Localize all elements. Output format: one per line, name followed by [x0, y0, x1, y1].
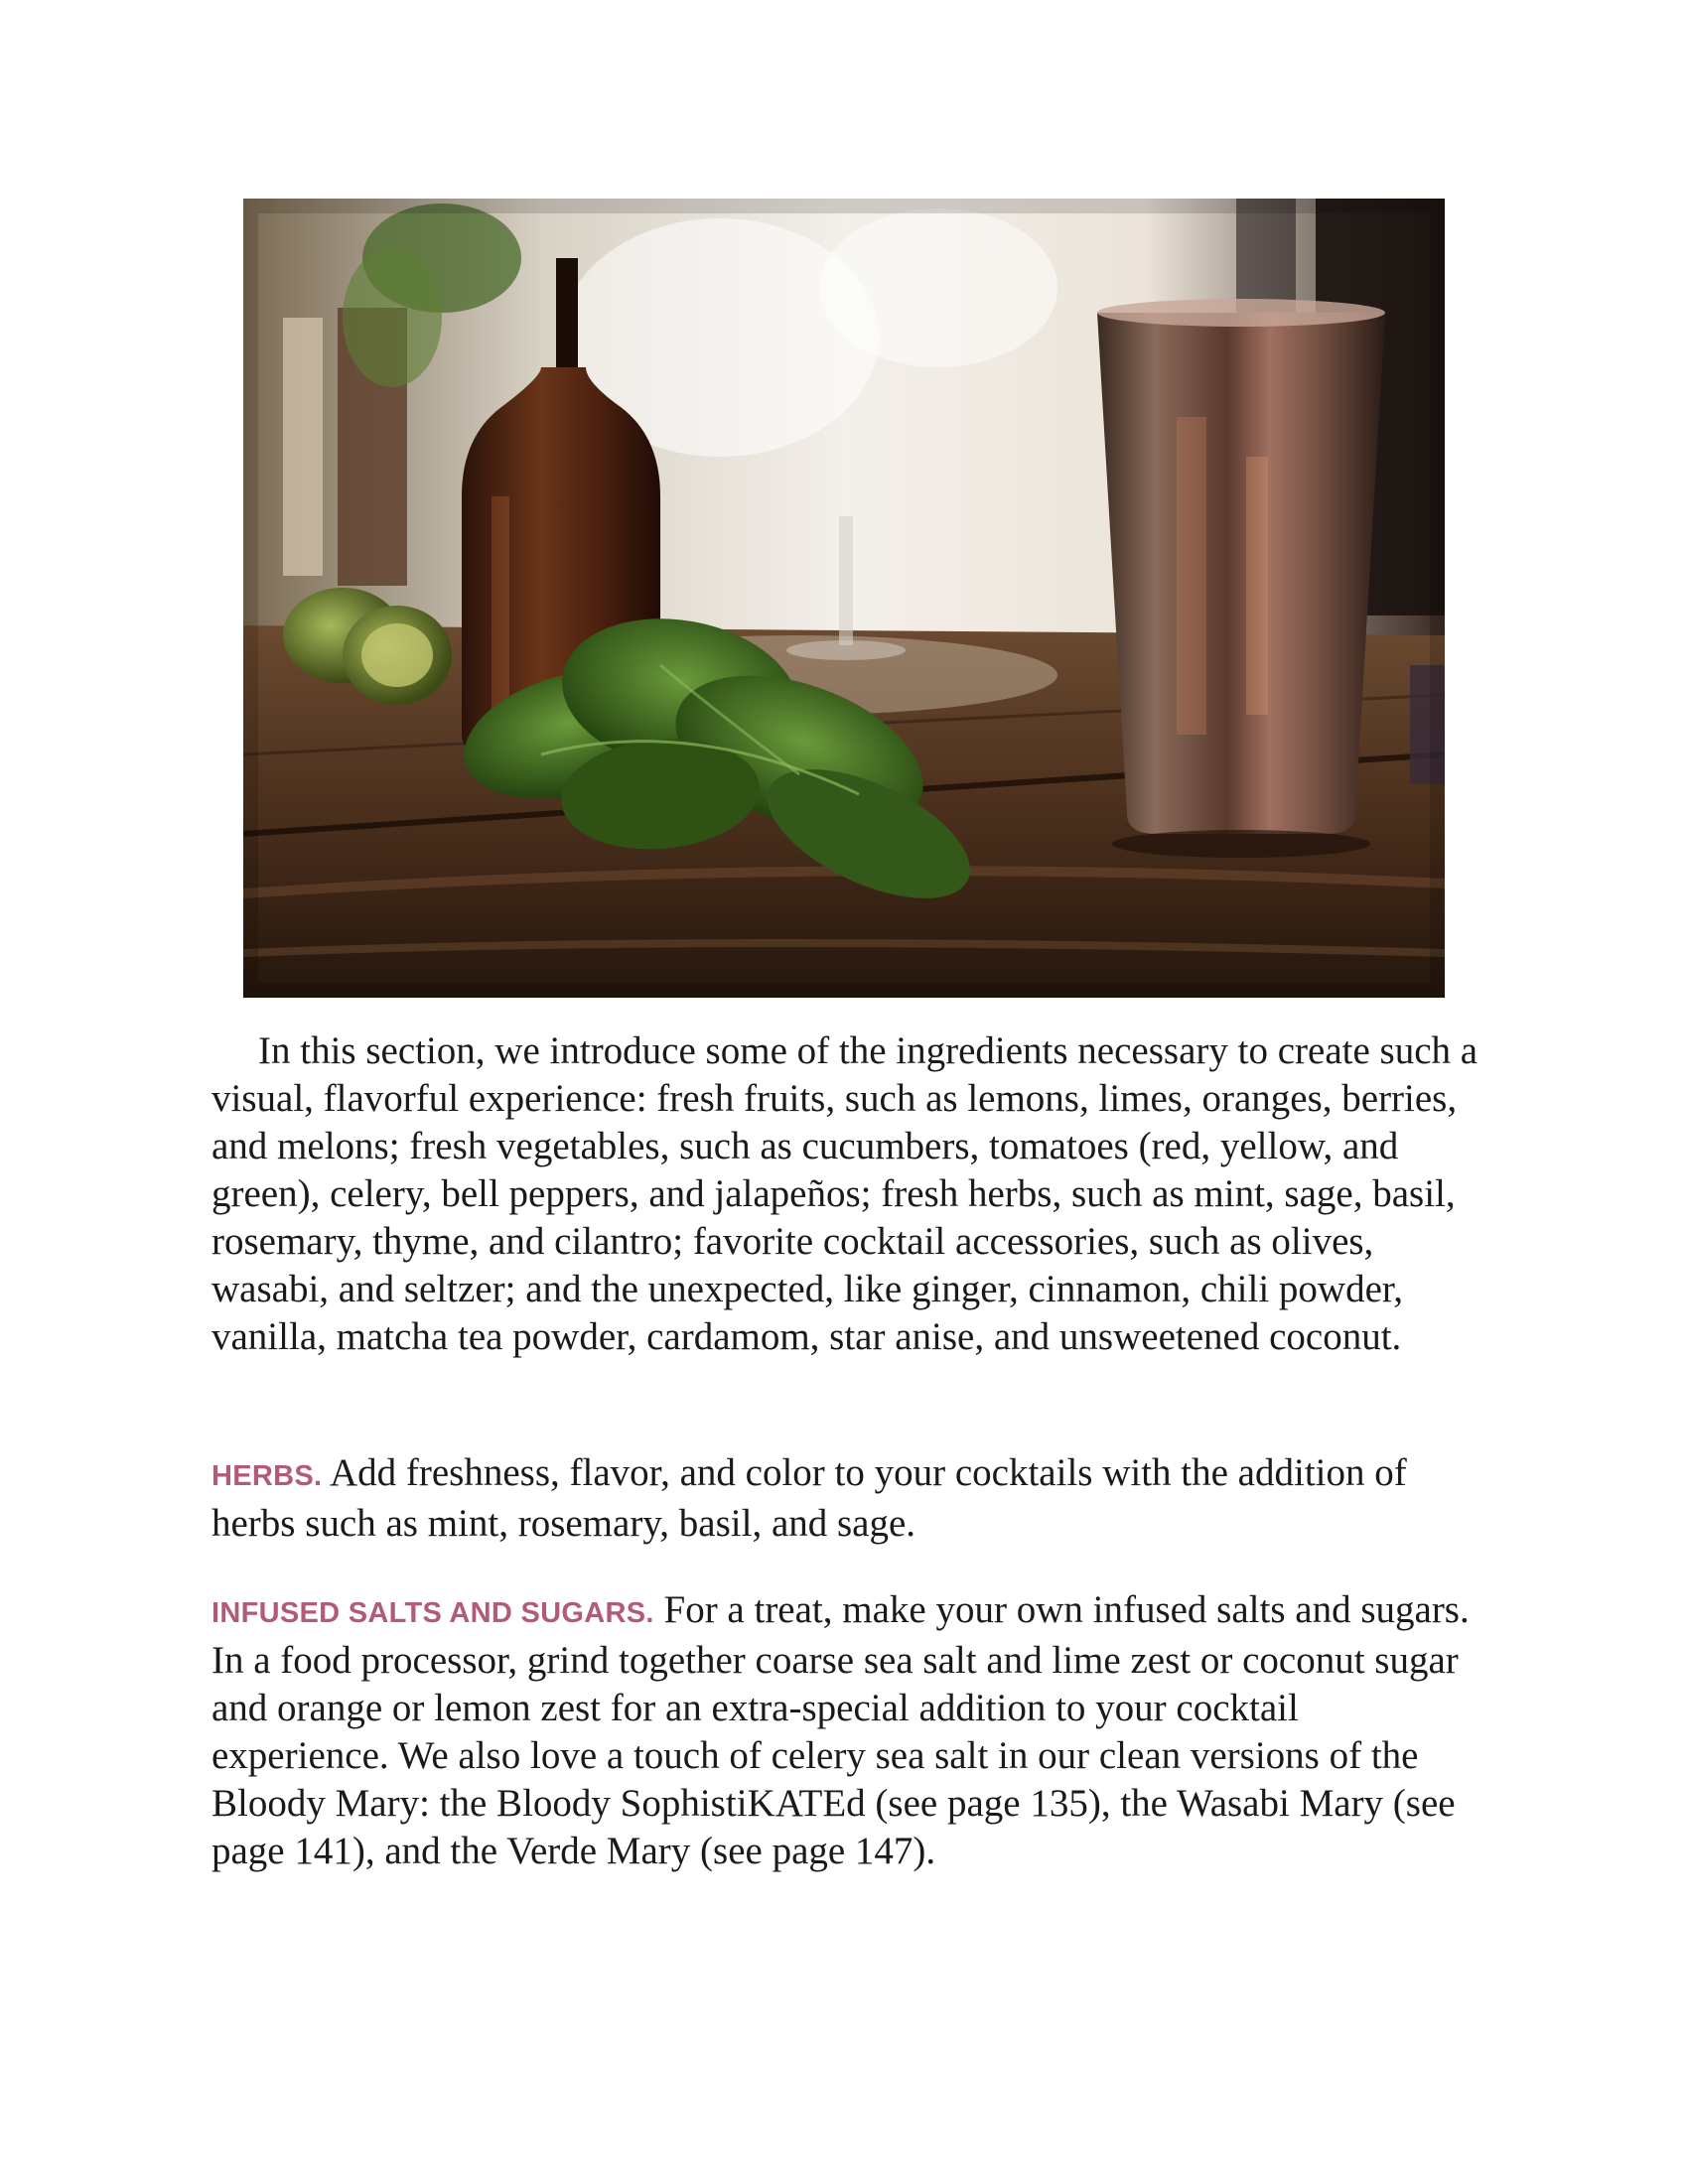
salts-label: INFUSED SALTS AND SUGARS.: [211, 1597, 654, 1629]
salts-paragraph: [211, 1586, 1482, 1875]
salts-text: For a treat, make your own infused salts and sugars. In a food processor, grind together coarse sea salt and lime zest or coconut sugar and orange or lemon zest for an extra-special addition to your cocktail experience. We also love a touch of celery sea salt in our clean versions of the Bloody Mary: the Bloody SophistiKATEd (see page 135), the Wasabi Mary (see page 141), and the Verde Mary (see page 147).: [211, 1588, 1470, 1872]
cocktail-bar-photo-icon: [243, 199, 1445, 998]
herbs-text: Add freshness, flavor, and color to your cocktails with the addition of herbs such as mint, rosemary, basil, and sage.: [211, 1451, 1407, 1545]
herbs-paragraph: [211, 1449, 1482, 1548]
intro-text: In this section, we introduce some of the ingredients necessary to create such a visual, flavorful experience: fresh fruits, such as lemons, limes, oranges, berries, and melons; fresh vegetables, such as cucumbers, tomatoes (red, yellow, and green), celery, bell peppers, and jalapeños; fresh herbs, such as mint, sage, basil, rosemary, thyme, and cilantro; favorite cocktail accessories, such as olives, wasabi, and seltzer; and the unexpected, like ginger, cinnamon, chili powder, vanilla, matcha tea powder, cardamom, star anise, and unsweetened coconut.: [211, 1029, 1478, 1358]
herbs-label: HERBS.: [211, 1460, 323, 1492]
intro-paragraph: [211, 1027, 1482, 1361]
